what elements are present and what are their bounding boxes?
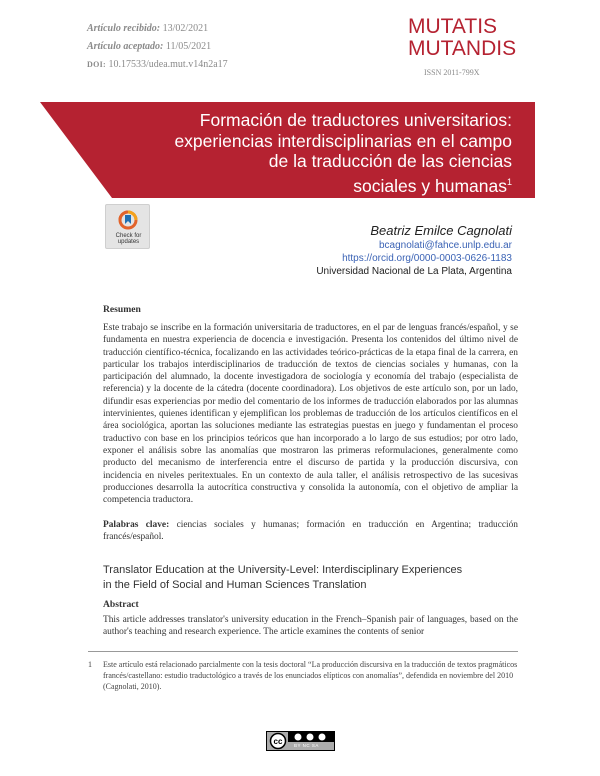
title-line-2: experiencias interdisciplinarias en el campo [174, 130, 512, 151]
badge-line-2: updates [117, 239, 140, 245]
author-orcid-link[interactable]: https://orcid.org/0000-0003-0626-1183 [342, 253, 512, 264]
keywords-label: Palabras clave: [103, 520, 170, 530]
received-label: Artículo recibido: [87, 23, 161, 34]
received-line [87, 20, 228, 38]
accepted-line [87, 38, 228, 56]
accepted-label: Artículo aceptado: [87, 41, 164, 52]
footnote-divider [88, 651, 518, 652]
title-line-3: de la traducción de las ciencias [268, 151, 512, 171]
author-email-link[interactable]: bcagnolati@fahce.unlp.edu.ar [378, 240, 512, 251]
doi-value[interactable]: 10.17533/udea.mut.v14n2a17 [108, 59, 228, 70]
resumen-heading: Resumen [103, 304, 141, 315]
english-title-line-2: in the Field of Social and Human Sciences Translation [103, 578, 367, 591]
accepted-date: 11/05/2021 [165, 41, 212, 52]
issn: ISSN 2011-799X [424, 68, 480, 77]
by-icon [295, 734, 302, 741]
received-date: 13/02/2021 [162, 23, 209, 34]
author-affiliation: Universidad Nacional de La Plata, Argentina [316, 266, 512, 277]
check-for-updates-badge[interactable] [105, 204, 150, 249]
english-title [103, 563, 523, 592]
author-name: Beatriz Emilce Cagnolati [370, 223, 512, 238]
journal-name-line1: MUTATIS [408, 15, 498, 38]
nc-icon [307, 734, 314, 741]
badge-line-1: Check for [115, 233, 142, 239]
abstract-paragraph: This article addresses translator's university education in the French–Spanish pair of languages, based on the author's teaching and research experience. The article examines the contents of senior [103, 615, 518, 638]
abstract-heading: Abstract [103, 599, 139, 610]
sa-icon [319, 734, 326, 741]
svg-text:cc: cc [273, 737, 283, 746]
author-block [316, 222, 512, 278]
cc-license-label: BY NC SA [294, 743, 319, 748]
journal-logo [408, 16, 518, 60]
footnote-text: Este artículo está relacionado parcialmente con la tesis doctoral “La producción discursiva en la traducción de textos pragmáticos francés/castellano: estudio traductológico a través de los enunciados elípticos con anomalías”, defendida en noviembre del 2010 (Cagnolati, 2010). [103, 660, 518, 691]
footnote-number: 1 [88, 660, 92, 669]
title-line-1: Formación de traductores universitarios: [199, 110, 512, 130]
journal-name-line2: MUTANDIS [408, 37, 517, 60]
resumen-paragraph: Este trabajo se inscribe en la formación universitaria de traductores, en el par de lenguas francés/español, y se fundamenta en nuestra experiencia de docencia e investigación. Presenta los contenidos del último nivel de traducción científico-técnica, focalizando en las actividades teórico-prácticas de la etapa final de la carrera, en particular los trabajos interdisciplinarios de traducción de textos de ciencias sociales y humanas, con la participación del alumnado, la docente investigadora de sociología y economía del trabajo (especialista de referencia) y la docente de la cátedra (docente coordinadora). Los objetivos de este artículo son, por un lado, difundir esas experiencias por medio del comentario de los informes de traducción elaborados por las alumnas intervinientes, quienes identifican y ejemplifican los problemas de traducción de los artículos científicos en el área sociológica, aportan las soluciones mediante las estrategias puestas en juego y fundamentan el proceso traductivo con base en los principios teóricos que han incorporado a lo largo de sus estudios; por otro lado, exponer el análisis sobre las anomalías que mostraron las primeras reformulaciones, generalmente como producto del mecanismo de interferencia entre el discurso de partida y la producción discursiva, con incidencia en niveles peritextuales. En un contexto de aula taller, el análisis retrospectivo de las sucesivas producciones desarrolla la autocrítica constructiva y consolida la autonomía, con el objetivo de ampliar la competencia traductora. [103, 323, 518, 506]
footnote [88, 659, 518, 692]
check-updates-icon [118, 210, 138, 230]
english-title-line-1: Translator Education at the University-Level: Interdisciplinary Experiences [103, 564, 463, 576]
doi-label: DOI: [87, 60, 106, 69]
keywords-text: ciencias sociales y humanas; formación en traducción en Argentina; traducción francés/español. [103, 520, 518, 543]
doi-line [87, 56, 228, 74]
keywords [103, 519, 518, 544]
article-metadata [87, 20, 228, 74]
title-footnote-mark: 1 [506, 176, 512, 187]
badge-text [106, 233, 151, 245]
title-line-4-text: sociales y humanas [353, 175, 507, 196]
title-line-4 [42, 172, 512, 196]
cc-license-badge[interactable] [266, 731, 335, 751]
article-title [42, 110, 512, 196]
